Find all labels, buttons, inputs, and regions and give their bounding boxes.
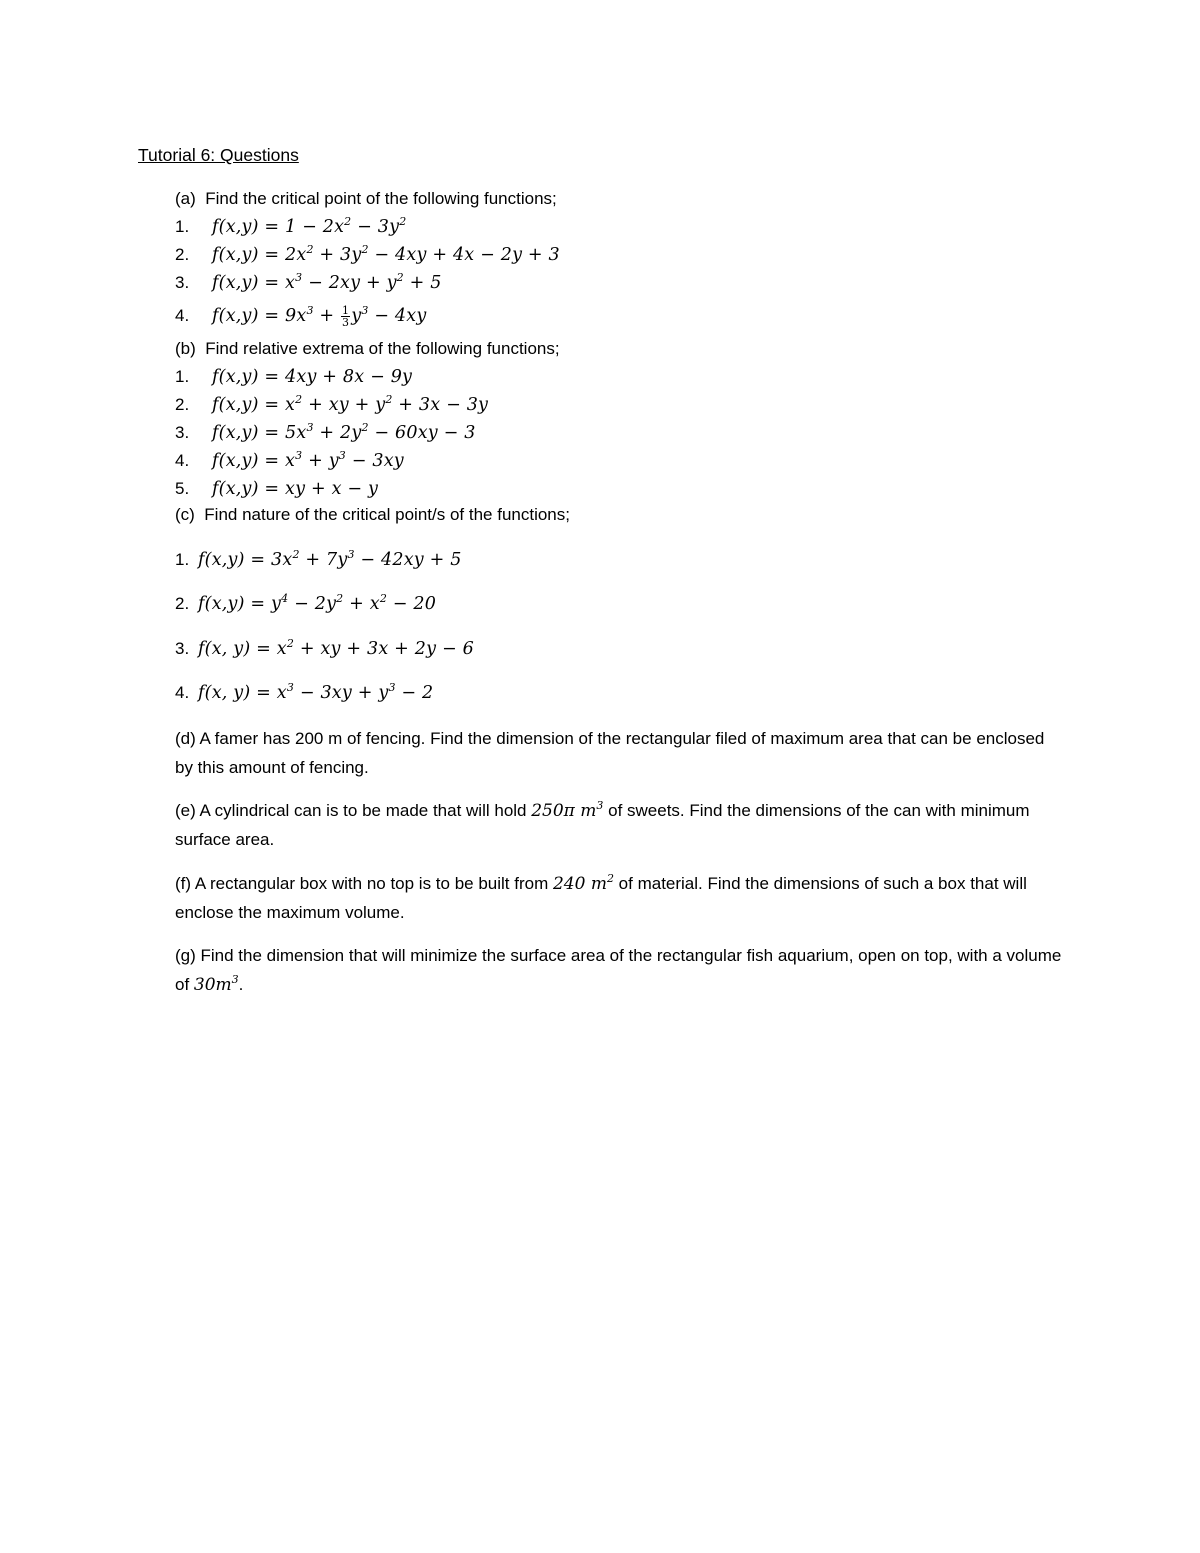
- item-number: 3.: [175, 639, 190, 658]
- section-b-label: (b): [175, 339, 196, 358]
- question-g: (g) Find the dimension that will minimize the surface area of the rectangular fish aquarium, open on top, with a volume of $30m^3$.: [175, 946, 1062, 995]
- equation: $f(x,y) = 2x^2 + 3y^2 - 4xy + 4x - 2y + 3$: [212, 243, 560, 265]
- equation: $f(x,y) = 3x^2 + 7y^3 - 42xy + 5$: [198, 548, 462, 570]
- equation: $f(x,y) = 1 - 2x^2 - 3y^2$: [212, 215, 407, 237]
- equation: $f(x,y) = y^4 - 2y^2 + x^2 - 20$: [198, 592, 437, 614]
- section-b-text: Find relative extrema of the following functions;: [205, 339, 560, 358]
- fraction: $\frac{1}{3}$: [342, 304, 350, 329]
- question-e: (e) A cylindrical can is to be made that will hold 250π $m^3$ of sweets. Find the dimensions of the can with minimum surface area.: [175, 799, 1030, 849]
- question-g-math: $30m^3$: [193, 972, 239, 995]
- item-number: 4.: [175, 451, 190, 470]
- equation: f(x,y) = 4xy + 8x − 9y: [212, 367, 413, 387]
- item-number: 4.: [175, 683, 190, 702]
- item-number: 3.: [175, 273, 190, 292]
- item-number: 4.: [175, 306, 190, 325]
- item-number: 1.: [175, 550, 190, 569]
- question-e-math: 250π $m^3$: [531, 799, 604, 821]
- equation: $f(x,y) = x^3 - 2xy + y^2 + 5$: [212, 271, 442, 293]
- equation: $f(x,y) = 5x^3 + 2y^2 - 60xy - 3$: [212, 421, 476, 443]
- section-c-text: Find nature of the critical point/s of the functions;: [204, 505, 570, 524]
- equation: $f(x,y) = 9x^3$ + $\frac{1}{3}$ $y^3 - 4xy$: [212, 304, 427, 329]
- item-number: 5.: [175, 479, 190, 498]
- section-a-heading: [175, 187, 557, 211]
- question-d: (d) A famer has 200 m of fencing. Find the dimension of the rectangular filed of maximum area that can be enclosed by this amount of fencing.: [175, 729, 1045, 777]
- item-number: 1.: [175, 367, 190, 386]
- item-number: 2.: [175, 245, 190, 264]
- item-number: 1.: [175, 217, 190, 236]
- page-title: Tutorial 6: Questions: [138, 145, 299, 165]
- section-b-heading: [175, 337, 560, 361]
- section-c-label: (c): [175, 505, 195, 524]
- question-f: (f) A rectangular box with no top is to be built from 240 $m^2$ of material. Find the dimensions of such a box that will enclose the maximum volume.: [175, 872, 1027, 922]
- question-f-math: 240 $m^2$: [552, 872, 614, 894]
- section-c-heading: [175, 503, 570, 527]
- section-a-label: (a): [175, 189, 196, 208]
- item-number: 3.: [175, 423, 190, 442]
- equation: f(x,y) = xy + x − y: [212, 479, 379, 499]
- item-number: 2.: [175, 594, 190, 613]
- section-a-text: Find the critical point of the following functions;: [205, 189, 557, 208]
- equation: f(x, $y) = x^2$ + xy + 3x + 2y − 6: [198, 637, 474, 659]
- equation: $f(x,y) = x^3 + y^3 - 3xy$: [212, 449, 404, 471]
- equation: $f(x,y) = x^2$ + xy + $y^2 + 3x - 3y$: [212, 393, 489, 415]
- equation: f(x, $y) = x^3 - 3xy + y^3 - 2$: [198, 681, 434, 703]
- item-number: 2.: [175, 395, 190, 414]
